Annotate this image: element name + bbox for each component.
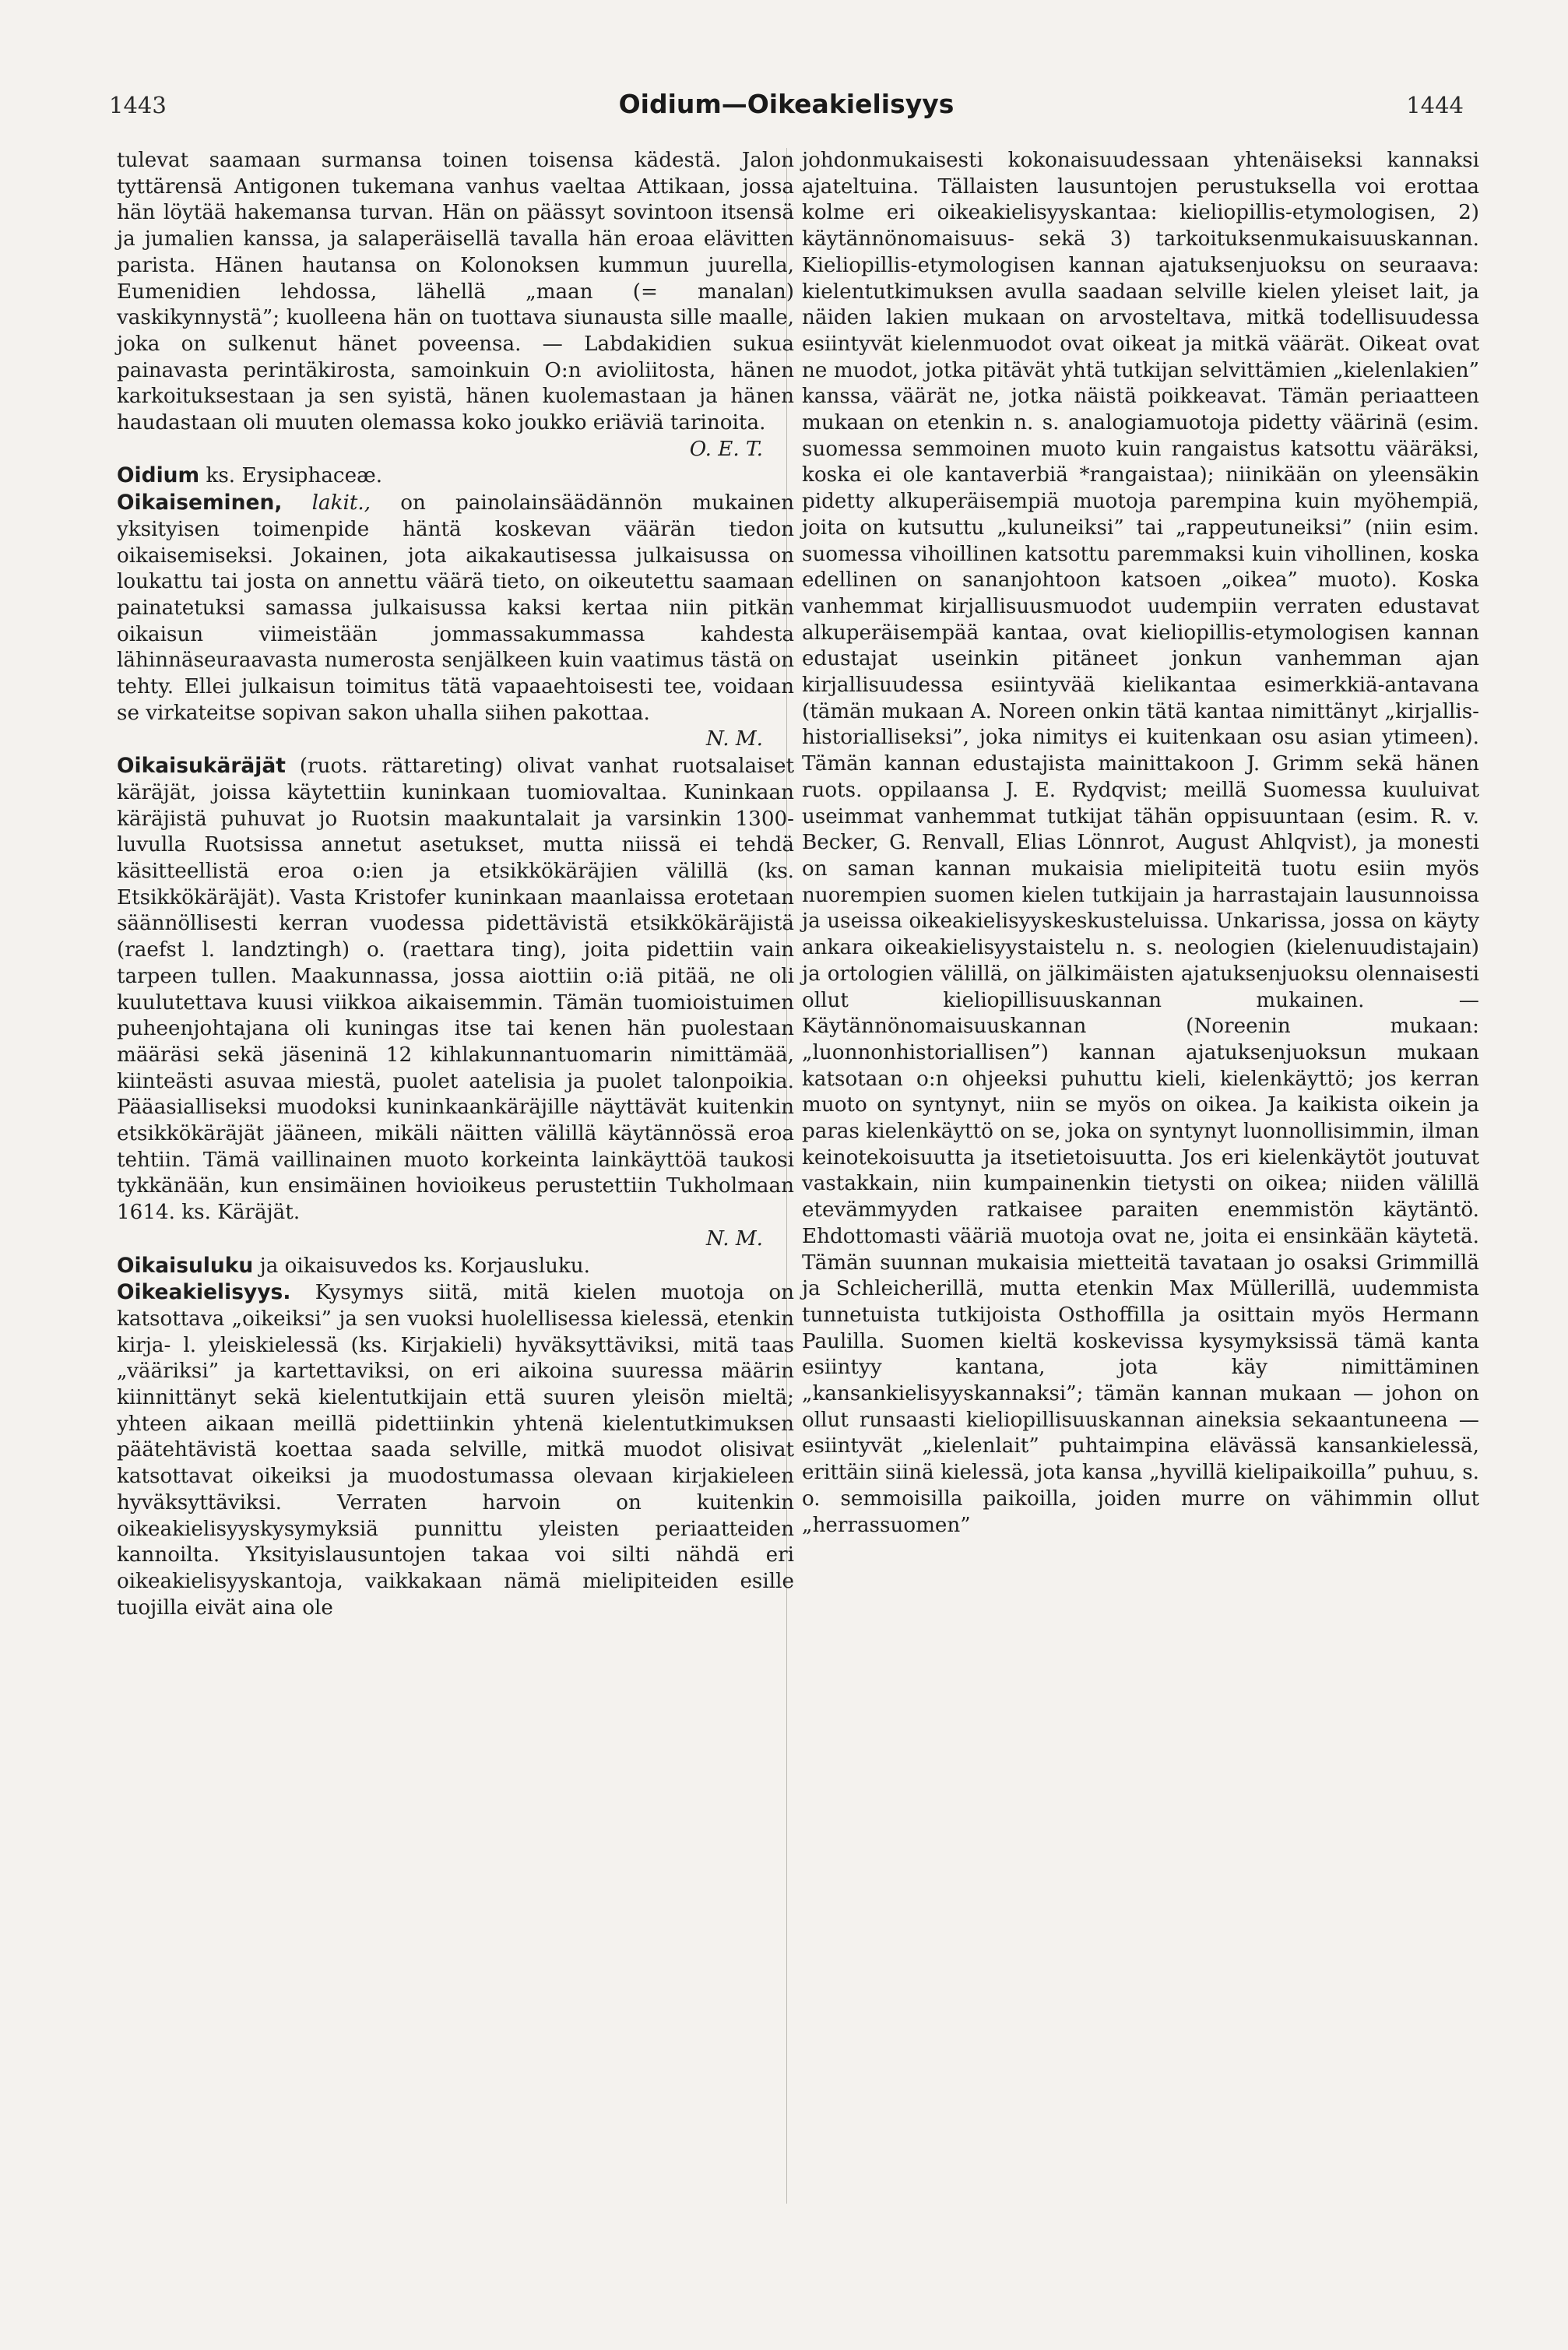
signature-nm-1: N. M.	[705, 727, 763, 751]
label-lakit: lakit.,	[311, 491, 371, 515]
headword-oikeakielisyys: Oikeakielisyys.	[117, 1280, 291, 1305]
entry-oidium	[117, 463, 794, 490]
entry-oikaisuluku-text: ja oikaisuvedos ks. Korjausluku.	[259, 1254, 590, 1278]
headword-oidium: Oidium	[117, 463, 200, 488]
running-title: Oidium—Oikeakielisyys	[618, 89, 955, 119]
headword-oikaisuluku: Oikaisuluku	[117, 1253, 254, 1278]
entry-oikaiseminen	[117, 490, 794, 726]
entry-oidium-text: ks. Erysiphaceæ.	[206, 464, 383, 488]
headword-oikaiseminen: Oikaiseminen,	[117, 491, 283, 515]
headword-oikaisukarajat: Oikaisukäräjät	[117, 754, 286, 779]
entry-oikaisukarajat	[117, 753, 794, 1226]
signature-oet: O. E. T.	[689, 437, 763, 461]
page-number-left: 1443	[109, 92, 167, 118]
page-header	[109, 89, 1464, 131]
entry-oikeakielisyys-text: Kysymys siitä, mitä kielen muotoja on katsottava „oikeiksi” ja sen vuoksi huolellisessa kielessä, etenkin kirja- l. yleiskielessä (ks. Kirjakieli) hyväksyttäviksi, mitä taas „vääriksi” ja kartettaviksi, on eri aikoina suuressa määrin kiinnittänyt sekä kielentutkijain että suuren yleisön mieltä; yhteen aikaan meillä pidettiinkin yhtenä kielentutkimuksen päätehtävistä koettaa saada selville, mitkä muodot olisivat katsottavat oikeiksi ja muodostumassa olevaan kirjakieleen hyväksyttäviksi. Verraten harvoin on kuitenkin oikeakielisyyskysymyksiä punnittu yleisten periaatteiden kannoilta. Yksityislausuntojen takaa voi silti nähdä eri oikeakielisyyskantoja, vaikkakaan nämä mielipiteiden esille tuojilla eivät aina ole	[117, 1281, 794, 1620]
page-number-right: 1444	[1406, 92, 1464, 118]
entry-oikaiseminen-text: on painolainsäädännön mukainen yksityisen toimenpide häntä koskevan väärän tiedon oikaisemiseksi. Jokainen, jota aikakautisessa julkaisussa on loukattu tai josta on annettu väärä tieto, on oikeutettu saamaan painatetuksi samassa julkaisussa kaksi kertaa niin pitkän oikaisun viimeistään jommassakummassa kahdesta lähinnäseuraavasta numerosta senjälkeen kuin vaatimus tästä on tehty. Ellei julkaisun toimitus tätä vapaaehtoisesti tee, voidaan se virkateitse sopivan sakon uhalla siihen pakottaa.	[117, 491, 794, 725]
entry-oikeakielisyys	[117, 1279, 794, 1621]
antigone-paragraph: tulevat saamaan surmansa toinen toisensa kädestä. Jalon tyttärensä Antigonen tukemana vanhus vaeltaa Attikaan, jossa hän löytää hakemansa turvan. Hän on päässyt sovintoon itsensä ja jumalien kanssa, ja salaperäisellä tavalla hän eroaa elävitten parista. Hänen hautansa on Kolonoksen kummun juurella, Eumenidien lehdossa, lähellä „maan (= manalan) vaskikynnystä”; kuolleena hän on tuottava siunausta sille maalle, joka on sulkenut hänet poveensa. — Labdakidien sukua painavasta perintäkirosta, samoinkuin O:n avioliitosta, hänen karkoituksestaan ja sen syistä, hänen kuolemastaan ja hänen haudastaan oli muuten olemassa koko joukko eriäviä tarinoita.	[117, 149, 794, 435]
right-column	[802, 148, 1479, 1539]
entry-oikaisuluku	[117, 1253, 794, 1280]
left-column	[117, 148, 794, 1621]
entry-oikaisukarajat-text: (ruots. rättareting) olivat vanhat ruotsalaiset käräjät, joissa käytettiin kuninkaan tuomiovaltaa. Kuninkaan käräjistä puhuvat jo Ruotsin maakuntalait ja varsinkin 1300-luvulla Ruotsissa annetut asetukset, mutta niissä ei tehdä käsitteellistä eroa o:ien ja etsikkökäräjien välillä (ks. Etsikkökäräjät). Vasta Kristofer kuninkaan maanlaissa erotetaan säännöllisesti kerran vuodessa pidettävistä etsikkökäräjistä (raefst l. landztingh) o. (raettara ting), joita pidettiin vain tarpeen tullen. Maakunnassa, jossa aiottiin o:iä pitää, ne oli kuulutettava kuusi viikkoa aikaisemmin. Tämän tuomioistuimen puheenjohtajana oli kuningas itse tai kenen hän puolestaan määräsi sekä jäseninä 12 kihlakunnantuomarin nimittämää, kiinteästi asuvaa miestä, puolet aatelisia ja puolet talonpoikia. Pääasialliseksi muodoksi kuninkaankäräjille näyttävät kuitenkin etsikkökäräjät jääneen, mikäli näitten välillä käytännössä eroa tehtiin. Tämä vaillinainen muoto korkeinta lainkäyttöä taukosi tykkänään, kun ensimäinen hovioikeus perustettiin Tukholmaan 1614. ks. Käräjät.	[117, 755, 794, 1225]
oikeakielisyys-continuation: johdonmukaisesti kokonaisuudessaan yhtenäiseksi kannaksi ajateltuina. Tällaisten lausuntojen perustuksella voi erottaa kolme eri oikeakielisyyskantaa: kieliopillis-etymologisen, 2) käytännönomaisuus- sekä 3) tarkoituksenmukaisuuskannan. Kieliopillis-etymologisen kannan ajatuksenjuoksu on seuraava: kielentutkimuksen avulla saadaan selville kielen yleiset lait, ja näiden lakien mukaan on arvosteltava, mitkä todellisuudessa esiintyvät kielenmuodot ovat oikeat ja mitkä väärät. Oikeat ovat ne muodot, jotka pitävät yhtä tutkijan selvittämien „kielenlakien” kanssa, väärät ne, jotka näistä poikkeavat. Tämän periaatteen mukaan on etenkin n. s. analogiamuotoja pidetty väärinä (esim. suomessa semmoinen muoto kuin rangaistus katsottu vääräksi, koska ei ole kantaverbiä *rangaistaa); niinikään on yleensäkin pidetty alkuperäisempiä muotoja parempina kuin myöhempiä, joita on kutsuttu „kuluneiksi” tai „rappeutuneiksi” (niin esim. suomessa vihoillinen katsottu paremmaksi kuin vihollinen, koska edellinen on sananjohtoon katsoen „oikea” muoto). Koska vanhemmat kirjallisuusmuodot uudempiin verraten edustavat alkuperäisempää kantaa, ovat kieliopillis-etymologisen kannan edustajat useinkin pitäneet jonkun vanhemman ajan kirjallisuudessa esiintyvää kielikantaa esimerkkiä-antavana (tämän mukaan A. Noreen onkin tätä kantaa nimittänyt „kirjallis-historialliseksi”, joka nimitys ei kuitenkaan osu asian ytimeen). Tämän kannan edustajista mainittakoon J. Grimm sekä hänen ruots. oppilaansa J. E. Rydqvist; meillä Suomessa kuuluivat useimmat vanhemmat tutkijat tähän oppisuuntaan (esim. R. v. Becker, G. Renvall, Elias Lönnrot, August Ahlqvist), ja monesti on saman kannan mukaisia mielipiteitä tuotu esiin myös nuorempien suomen kielen tutkijain ja harrastajain lausunnoissa ja useissa oikeakielisyyskeskusteluissa. Unkarissa, jossa on käyty ankara oikeakielisyystaistelu n. s. neologien (kielenuudistajain) ja ortologien välillä, on jälkimäisten ajatuksenjuoksu olennaisesti ollut kieliopillisuuskannan mukainen. — Käytännönomaisuuskannan (Noreenin mukaan: „luonnonhistoriallisen”) kannan ajatuksenjuoksun mukaan katsotaan o:n ohjeeksi puhuttu kieli, kielenkäyttö; jos kerran muoto on syntynyt, niin se myös on oikea. Ja kaikista oikein ja paras kielenkäyttö on se, joka on syntynyt luonnollisimmin, ilman keinotekoisuutta ja itsetietoisuutta. Jos eri kielenkäytöt joutuvat vastakkain, niin kumpainenkin tietysti on oikea; niiden välillä etevämmyyden ratkaisee paraiten enemmistön käytäntö. Ehdottomasti vääriä muotoja ovat ne, joita ei ensinkään käytetä. Tämän suunnan mukaisia mietteitä tavataan jo osaksi Grimmillä ja Schleicherillä, mutta etenkin Max Müllerillä, uudemmista tunnetuista tutkijoista Osthoffilla ja osittain myös Hermann Paulilla. Suomen kieltä koskevissa kysymyksissä tämä kanta esiintyy kantana, jota käy nimittäminen „kansankielisyyskannaksi”; tämän kannan mukaan — johon on ollut runsaasti kieliopillisuuskannan aineksia sekaantuneena — esiintyvät „kielenlait” puhtaimpina elävässä kansankielessä, erittäin siinä kielessä, jota kansa „hyvillä kielipaikoilla” puhuu, s. o. semmoisilla paikoilla, joiden murre on vähimmin ollut „herrassuomen”	[802, 149, 1479, 1537]
signature-nm-2: N. M.	[705, 1226, 763, 1251]
